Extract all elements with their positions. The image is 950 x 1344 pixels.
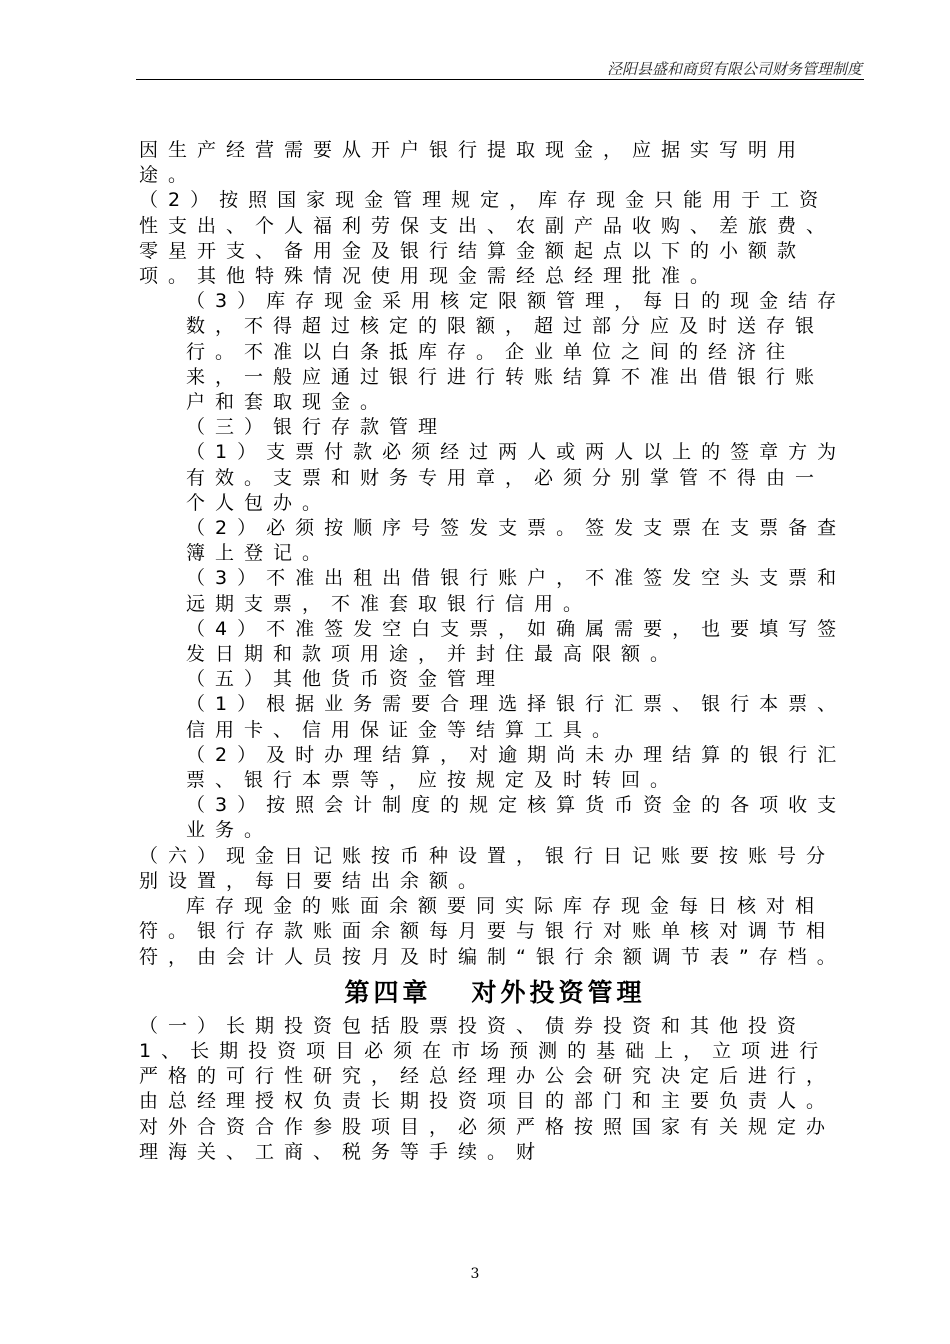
paragraph-account-rules: （3）不准出租出借银行账户，不准签发空头支票和远期支票，不准套取银行信用。 [186, 567, 847, 615]
document-body [139, 138, 851, 1165]
page-number: 3 [470, 1266, 480, 1282]
section-heading-other-funds: （五）其他货币资金管理 [186, 668, 506, 691]
section-heading-bank-deposit: （三）银行存款管理 [186, 416, 448, 439]
paragraph-accounting-rules: （3）按照会计制度的规定核算货币资金的各项收支业务。 [186, 794, 847, 842]
paragraph-cash-usage-scope: （2）按照国家现金管理规定，库存现金只能用于工资性支出、个人福利劳保支出、农副产品收购、差旅费、零星开支、备用金及银行结算金额起点以下的小额款项。其他特殊情况使用现金需经总经理批准。 [139, 189, 836, 288]
paragraph-settlement-tools: （1）根据业务需要合理选择银行汇票、银行本票、信用卡、信用保证金等结算工具。 [186, 693, 847, 741]
paragraph-long-term-investment: （一）长期投资包括股票投资、债券投资和其他投资 [139, 1014, 807, 1037]
paragraph-check-sequence: （2）必须按顺序号签发支票。签发支票在支票备查簿上登记。 [186, 517, 847, 565]
chapter-heading [139, 976, 851, 1010]
paragraph-check-signature: （1）支票付款必须经过两人或两人以上的签章方为有效。支票和财务专用章，必须分别掌管不得由一个人包办。 [186, 441, 847, 514]
paragraph-timely-settlement: （2）及时办理结算，对逾期尚未办理结算的银行汇票、银行本票等，应按规定及时转回。 [186, 743, 847, 792]
paragraph-blank-check: （4）不准签发空白支票，如确属需要，也要填写签发日期和款项用途，并封住最高限额。 [186, 617, 847, 666]
paragraph-reconciliation: 库存现金的账面余额要同实际库存现金每日核对相符。银行存款账面余额每月要与银行对账单核对调节相符，由会计人员按月及时编制“银行余额调节表”存档。 [139, 895, 846, 968]
paragraph-cash-purpose: 因生产经营需要从开户银行提取现金，应据实写明用途。 [139, 139, 807, 187]
chapter-title: 对外投资管理 [471, 977, 646, 1007]
header-rule [136, 79, 864, 80]
chapter-number: 第四章 [344, 977, 432, 1007]
paragraph-journal-setup: （六）现金日记账按币种设置，银行日记账要按账号分别设置，每日要结出余额。 [139, 844, 836, 892]
paragraph-cash-limit: （3）库存现金采用核定限额管理，每日的现金结存数，不得超过核定的限额，超过部分应及时送存银行。不准以白条抵库存。企业单位之间的经济往来，一般应通过银行进行转账结算不准出借银行账户和套取现金。 [186, 290, 847, 414]
paragraph-investment-procedure: 1、长期投资项目必须在市场预测的基础上，立项进行严格的可行性研究，经总经理办公会研究决定后进行，由总经理授权负责长期投资项目的部门和主要负责人。对外合资合作参股项目，必须严格按照国家有关规定办理海关、工商、税务等手续。财 [139, 1039, 836, 1163]
running-header-title: 泾阳县盛和商贸有限公司财务管理制度 [606, 60, 862, 78]
